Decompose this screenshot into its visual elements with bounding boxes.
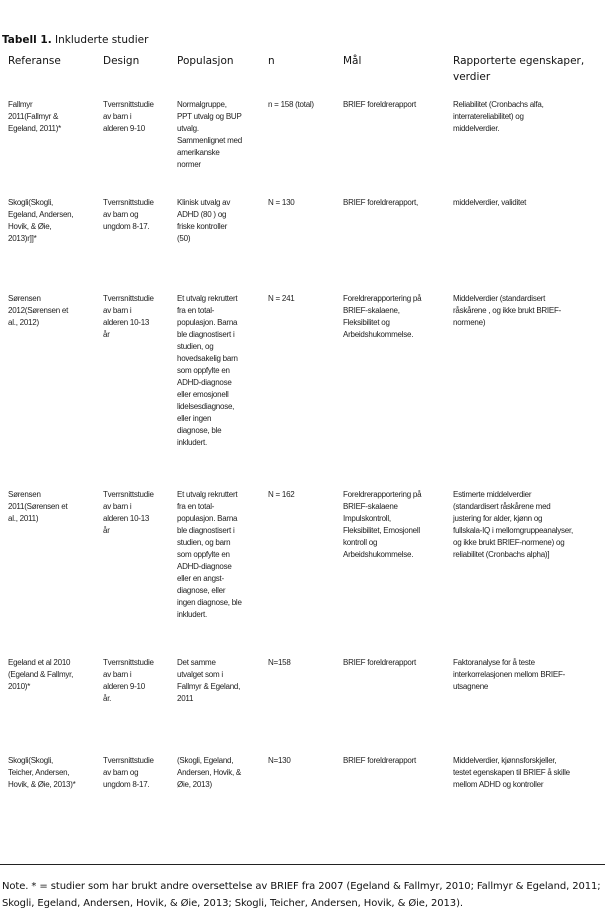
cell-referanse: Skogli(Skogli, Teicher, Andersen, Hovik, & Øie, 2013)* bbox=[8, 756, 76, 789]
cell-mal: Foreldrerapportering på BRIEF-skalaene Impulskontroll, Fleksibilitet, Emosjonell kontroll og Arbeidshukommelse. bbox=[343, 490, 422, 559]
cell-n: N = 241 bbox=[268, 294, 295, 303]
table-label: Tabell 1. bbox=[2, 34, 52, 46]
cell-rapporterte: Middelverdier (standardisert råskårene , og ikke brukt BRIEF- normene) bbox=[453, 294, 562, 327]
cell-mal: BRIEF foreldrerapport, bbox=[343, 198, 418, 207]
header-n: n bbox=[268, 55, 275, 67]
cell-design: Tverrsnittstudie av barn i alderen 10-13 år bbox=[103, 294, 154, 339]
cell-n: N = 162 bbox=[268, 490, 295, 499]
cell-rapporterte: middelverdier, validitet bbox=[453, 198, 527, 207]
cell-populasjon: Klinisk utvalg av ADHD (80 ) og friske kontroller (50) bbox=[177, 198, 231, 243]
cell-design: Tverrsnittstudie av barn i alderen 9-10 år. bbox=[103, 658, 154, 703]
cell-rapporterte: Reliabilitet (Cronbachs alfa, interratereliabilitet) og middelverdier. bbox=[453, 100, 544, 133]
cell-referanse: Sørensen 2012(Sørensen et al., 2012) bbox=[8, 294, 69, 327]
header-design: Design bbox=[103, 55, 140, 67]
cell-rapporterte: Estimerte middelverdier (standardisert råskårene med justering for alder, kjønn og fullskala-IQ i mellomgruppeanalyser, og ikke brukt BRIEF-normene) og reliabilitet (Cronbachs alpha)] bbox=[453, 490, 573, 559]
cell-populasjon: Et utvalg rekruttert fra en total- populasjon. Barna ble diagnostisert i studien, og barn som oppfylte en ADHD-diagnose eller en angst- diagnose, eller ingen diagnose, ble inkludert. bbox=[177, 490, 242, 619]
cell-referanse: Fallmyr 2011(Fallmyr & Egeland, 2011)* bbox=[8, 100, 62, 133]
cell-mal: Foreldrerapportering på BRIEF-skalaene, Fleksibilitet og Arbeidshukommelse. bbox=[343, 294, 422, 339]
cell-rapporterte: Middelverdier, kjønnsforskjeller, testet egenskapen til BRIEF å skille mellom ADHD og kontroller bbox=[453, 756, 570, 789]
table-caption bbox=[2, 34, 148, 46]
table-title: Inkluderte studier bbox=[55, 34, 149, 46]
cell-design: Tverrsnittstudie av barn og ungdom 8-17. bbox=[103, 756, 154, 789]
footnote-divider bbox=[0, 864, 605, 865]
cell-populasjon: (Skogli, Egeland, Andersen, Hovik, & Øie, 2013) bbox=[177, 756, 241, 789]
cell-n: N=158 bbox=[268, 658, 291, 667]
cell-mal: BRIEF foreldrerapport bbox=[343, 756, 417, 765]
cell-referanse: Egeland et al 2010 (Egeland & Fallmyr, 2010)* bbox=[8, 658, 74, 691]
header-mal: Mål bbox=[343, 55, 362, 67]
cell-populasjon: Et utvalg rekruttert fra en total- populasjon. Barna ble diagnostisert i studien, og hovedsakelig barn som oppfylte en ADHD-diagnose eller emosjonell lidelsesdiagnose, eller ingen diagnose, ble inkludert. bbox=[177, 294, 238, 447]
cell-design: Tverrsnittstudie av barn i alderen 9-10 bbox=[103, 100, 154, 133]
header-populasjon: Populasjon bbox=[177, 55, 234, 67]
cell-n: n = 158 (total) bbox=[268, 100, 314, 109]
cell-n: N=130 bbox=[268, 756, 291, 765]
cell-referanse: Skogli(Skogli, Egeland, Andersen, Hovik, & Øie, 2013)r]]* bbox=[8, 198, 74, 243]
cell-referanse: Sørensen 2011(Sørensen et al., 2011) bbox=[8, 490, 68, 523]
cell-mal: BRIEF foreldrerapport bbox=[343, 100, 417, 109]
cell-n: N = 130 bbox=[268, 198, 295, 207]
header-referanse: Referanse bbox=[8, 55, 61, 67]
cell-rapporterte: Faktoranalyse for å teste interkorrelasjonen mellom BRIEF- utsagnene bbox=[453, 658, 566, 691]
header-rapporterte: Rapporterte egenskaper, verdier bbox=[453, 55, 585, 83]
cell-populasjon: Normalgruppe, PPT utvalg og BUP utvalg. Sammenlignet med amerikanske normer bbox=[177, 100, 242, 169]
cell-design: Tverrsnittstudie av barn og ungdom 8-17. bbox=[103, 198, 154, 231]
table-footnote: Note. * = studier som har brukt andre oversettelse av BRIEF fra 2007 (Egeland & Fallmyr, 2010; Fallmyr & Egeland, 2011; Skogli, Egeland, Andersen, Hovik, & Øie, 2013; Skogli, Teicher, Andersen, Hovik, & Øie, 2013). bbox=[2, 881, 601, 909]
cell-populasjon: Det samme utvalget som i Fallmyr & Egeland, 2011 bbox=[177, 658, 241, 703]
cell-mal: BRIEF foreldrerapport bbox=[343, 658, 417, 667]
cell-design: Tverrsnittstudie av barn i alderen 10-13 år bbox=[103, 490, 154, 535]
